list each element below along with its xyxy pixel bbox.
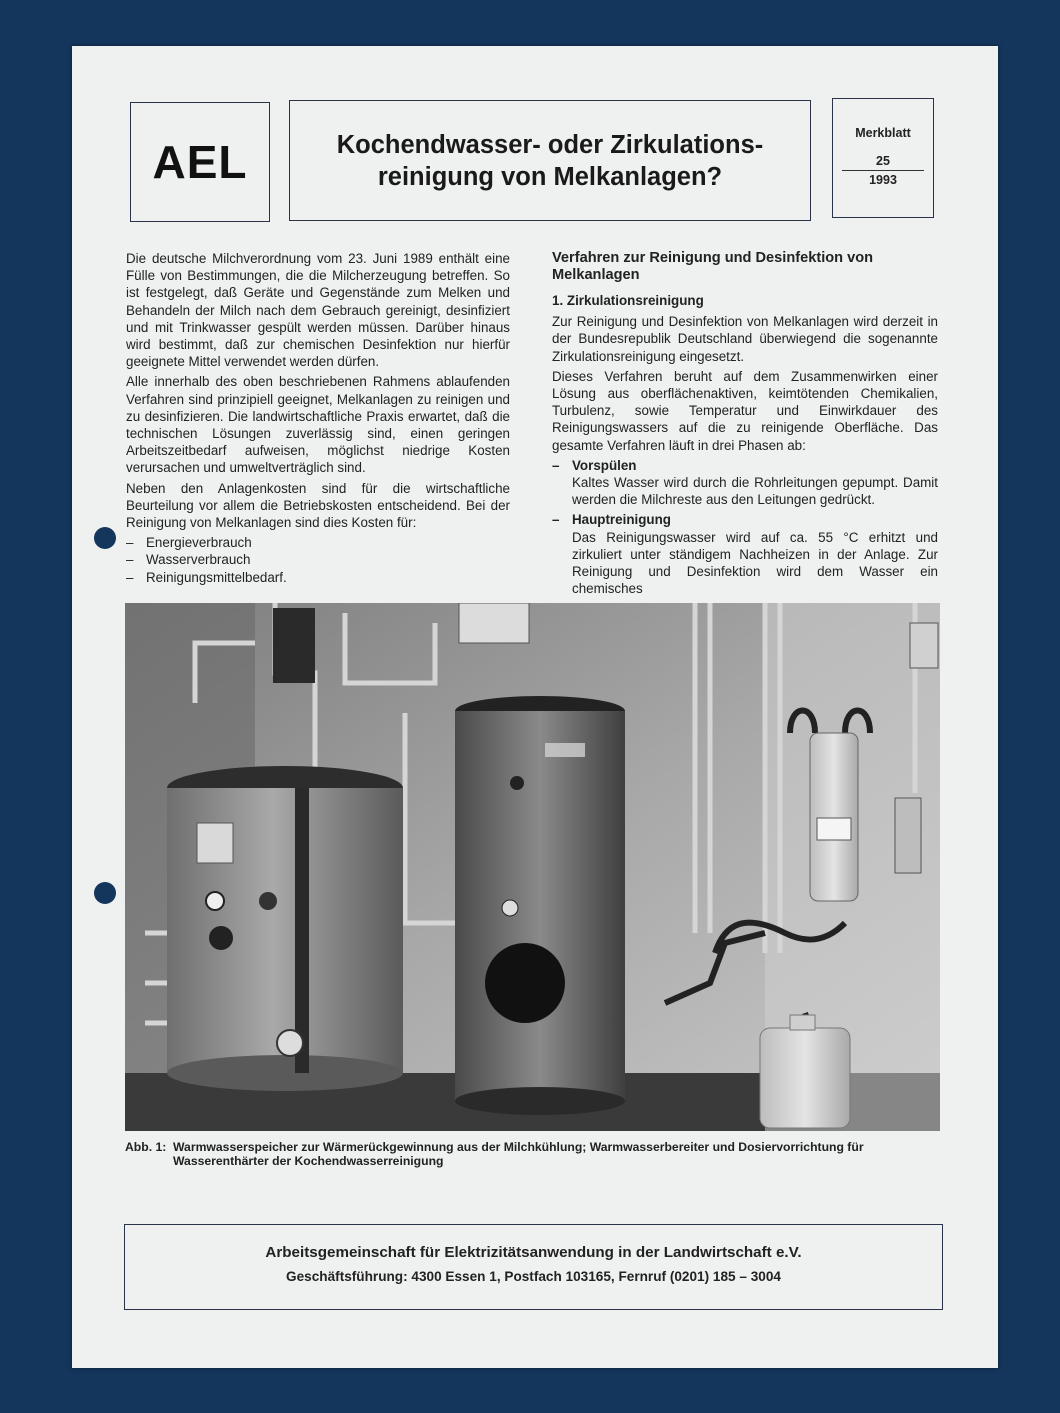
phase-title: – Vorspülen <box>552 457 938 474</box>
merkblatt-box <box>832 98 934 218</box>
paragraph: Dieses Verfahren beruht auf dem Zusammenwirken einer Lösung aus oberflächenaktiven, keimtötenden Chemikalien, Turbulenz, sowie Temperatur und Einwirkdauer des Reinigungswassers auf die zu reinigende Oberfläche. Das gesamte Verfahren läuft in drei Phasen ab: <box>552 368 938 453</box>
figure-caption <box>125 1140 945 1168</box>
paragraph: Die deutsche Milchverordnung vom 23. Juni 1989 enthält eine Fülle von Bestimmungen, die die Milcherzeugung betreffen. So ist festgelegt, daß Geräte und Gegenstände zum Melken und Behandeln der Milch nach dem Gebrauch gereinigt, desinfiziert und mit Trinkwasser gespült werden müssen. Darüber hinaus wird bestimmt, daß zur chemischen Desinfektion nur hierfür geeignete Mittel verwendet werden dürfen. <box>126 251 510 370</box>
list-item: – Reinigungsmittelbedarf. <box>126 569 510 586</box>
paragraph: Zur Reinigung und Desinfektion von Melkanlagen wird derzeit in der Bundesrepublik Deutschland überwiegend die sogenannte Zirkulationsreinigung eingesetzt. <box>552 314 938 364</box>
figure-photo <box>125 603 940 1131</box>
left-column <box>126 250 510 586</box>
footer-box <box>124 1224 943 1310</box>
phase-text: Kaltes Wasser wird durch die Rohrleitungen gepumpt. Damit werden die Milchreste aus den Leitungen gedrückt. <box>572 475 938 508</box>
title-box <box>289 100 811 221</box>
title-line-1: Kochendwasser- oder Zirkulations- <box>336 130 764 159</box>
merkblatt-year: 1993 <box>869 173 897 187</box>
list-item: – Wasserverbrauch <box>126 551 510 568</box>
document-page <box>72 46 998 1368</box>
logo-box <box>130 102 270 222</box>
footer-address: Geschäftsführung: 4300 Essen 1, Postfach 103165, Fernruf (0201) 185 – 3004 <box>286 1269 781 1284</box>
boiler-room-photo <box>125 603 940 1131</box>
paragraph: Alle innerhalb des oben beschriebenen Rahmens ablaufenden Verfahren sind prinzipiell geeignet, Melkanlagen zu reinigen und zu desinfizieren. Die landwirtschaftliche Praxis erwartet, daß die technischen Lösungen zuverlässig sind, einen geringen Arbeitszeitbedarf aufweisen, möglichst niedrige Kosten verursachen und umweltverträglich sind. <box>126 374 510 476</box>
punch-hole <box>94 527 116 549</box>
phase-title: – Hauptreinigung <box>552 511 938 528</box>
footer-organization: Arbeitsgemeinschaft für Elektrizitätsanwendung in der Landwirtschaft e.V. <box>265 1244 802 1261</box>
merkblatt-divider <box>842 170 924 171</box>
caption-label: Abb. 1: <box>125 1140 167 1154</box>
page-title <box>337 129 764 193</box>
subsection-heading: 1. Zirkulationsreinigung <box>552 293 704 308</box>
phase-text: Das Reinigungswasser wird auf ca. 55 °C erhitzt und zirkuliert unter ständigem Nachheizen in der Anlage. Zur Reinigung und Desinfektion wird dem Wasser ein chemisches <box>572 529 938 597</box>
merkblatt-number: 25 <box>876 154 890 168</box>
logo-text: AEL <box>152 136 248 188</box>
merkblatt-label: Merkblatt <box>855 126 911 140</box>
list-item: – Energieverbrauch <box>126 534 510 551</box>
punch-hole <box>94 882 116 904</box>
paragraph: Neben den Anlagenkosten sind für die wirtschaftliche Beurteilung vor allem die Betriebskosten entscheidend. Bei der Reinigung von Melkanlagen sind dies Kosten für: <box>126 480 510 531</box>
section-heading: Verfahren zur Reinigung und Desinfektion von Melkanlagen <box>552 250 874 283</box>
cost-list <box>126 534 510 586</box>
title-line-2: reinigung von Melkanlagen? <box>377 162 723 191</box>
right-column <box>552 250 938 600</box>
caption-text: Warmwasserspeicher zur Wärmerückgewinnung aus der Milchkühlung; Warmwasserbereiter und Dosiervorrichtung für Wasserenthärter der Kochendwasserreinigung <box>173 1140 864 1168</box>
